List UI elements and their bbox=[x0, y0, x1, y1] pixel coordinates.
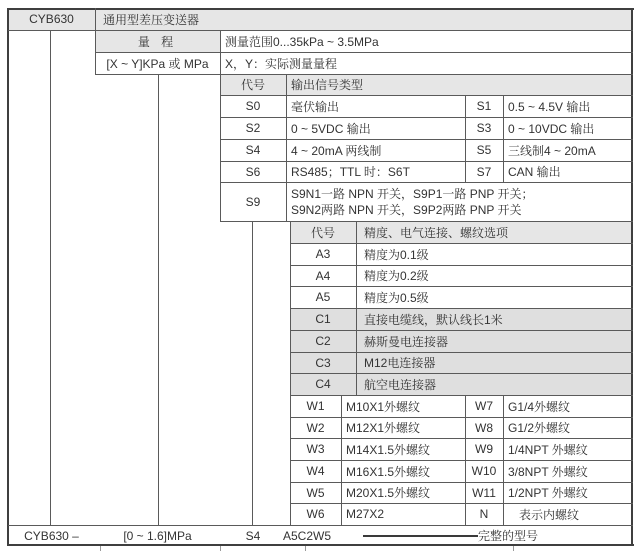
signal-desc2-cell: CAN 输出 bbox=[508, 165, 561, 179]
signal-code2-cell: S1 bbox=[476, 99, 492, 113]
example-range: [0 ~ 1.6]MPa bbox=[123, 528, 192, 543]
cutoff-tick bbox=[100, 546, 101, 551]
thread-code2-cell: N bbox=[479, 507, 489, 521]
option-desc-cell: 航空电连接器 bbox=[364, 377, 437, 392]
cutoff-tick bbox=[305, 546, 306, 551]
signal-code-cell: S0 bbox=[245, 99, 261, 113]
example-connector-line bbox=[363, 535, 478, 537]
thread-code-cell: W2 bbox=[306, 420, 325, 435]
thread-desc2-cell: 表示内螺纹 bbox=[519, 507, 580, 522]
range-label-cell: 量 程 bbox=[137, 34, 178, 49]
thread-code2-cell: W9 bbox=[475, 442, 493, 456]
thread-desc-cell: M20X1.5外螺纹 bbox=[346, 486, 431, 500]
example-options: A5C2W5 bbox=[282, 528, 332, 543]
thread-desc-cell: M12X1外螺纹 bbox=[346, 421, 421, 435]
model-code-cell: CYB630 bbox=[29, 12, 74, 26]
thread-code2-cell: W10 bbox=[471, 464, 497, 478]
thread-code2-cell: W11 bbox=[472, 485, 496, 500]
thread-desc-cell: M14X1.5外螺纹 bbox=[346, 442, 431, 457]
thread-desc2-cell: 1/4NPT 外螺纹 bbox=[508, 442, 588, 457]
s9-desc-line2: S9N2两路 NPN 开关，S9P2两路 PNP 开关 bbox=[291, 202, 522, 217]
signal-desc-cell: 0 ~ 5VDC 输出 bbox=[291, 121, 371, 136]
cutoff-tick bbox=[220, 546, 221, 551]
example-model: CYB630 – bbox=[24, 528, 79, 543]
signal-header-code-cell: 代号 bbox=[240, 78, 265, 92]
option-code-cell: A4 bbox=[315, 268, 331, 283]
option-desc-cell: 精度为0.5级 bbox=[364, 290, 429, 305]
option-code-cell: A5 bbox=[315, 290, 331, 304]
range-format-cell: [X ~ Y]KPa 或 MPa bbox=[106, 56, 209, 71]
thread-code-cell: W5 bbox=[306, 485, 325, 500]
example-label: 完整的型号 bbox=[478, 529, 539, 543]
option-desc-cell: M12电连接器 bbox=[364, 356, 436, 370]
signal-code-cell: S2 bbox=[245, 121, 261, 135]
thread-code-cell: W6 bbox=[306, 507, 325, 521]
range-desc-cell: 测量范围0...35kPa ~ 3.5MPa bbox=[225, 34, 379, 49]
thread-desc-cell: M10X1外螺纹 bbox=[346, 399, 421, 414]
cutoff-tick bbox=[513, 546, 514, 551]
example-signal: S4 bbox=[245, 528, 261, 543]
signal-desc2-cell: 0.5 ~ 4.5V 输出 bbox=[508, 99, 591, 114]
s9-desc-line1: S9N1一路 NPN 开关，S9P1一路 PNP 开关； bbox=[291, 186, 534, 201]
table-border-left bbox=[7, 8, 9, 546]
thread-desc2-cell: 3/8NPT 外螺纹 bbox=[508, 464, 588, 479]
option-header-code-cell: 代号 bbox=[310, 225, 335, 240]
signal-code-cell: S6 bbox=[245, 164, 261, 179]
signal-desc2-cell: 0 ~ 10VDC 输出 bbox=[508, 121, 595, 136]
s9-desc-cell bbox=[286, 182, 633, 221]
option-code-cell: A3 bbox=[315, 247, 331, 261]
option-desc-cell: 赫斯曼电连接器 bbox=[364, 334, 449, 349]
option-header-desc-cell: 精度、电气连接、螺纹选项 bbox=[364, 225, 509, 240]
thread-desc-cell: M16X1.5外螺纹 bbox=[346, 464, 431, 479]
signal-code2-cell: S7 bbox=[476, 164, 492, 179]
thread-code2-cell: W8 bbox=[475, 420, 493, 435]
product-name-cell: 通用型差压变送器 bbox=[103, 12, 200, 27]
option-desc-cell: 精度为0.1级 bbox=[364, 247, 429, 262]
option-code-cell: C2 bbox=[315, 334, 331, 348]
signal-desc-cell: RS485；TTL 时：S6T bbox=[291, 165, 410, 179]
thread-desc2-cell: G1/2外螺纹 bbox=[508, 421, 571, 435]
thread-code-cell: W3 bbox=[306, 442, 325, 456]
thread-code-cell: W1 bbox=[306, 399, 325, 413]
option-desc-cell: 精度为0.2级 bbox=[364, 269, 429, 283]
thread-desc-cell: M27X2 bbox=[346, 507, 385, 521]
option-desc-cell: 直接电缆线，默认线长1米 bbox=[364, 312, 503, 327]
thread-desc2-cell: G1/4外螺纹 bbox=[508, 399, 571, 414]
thread-desc2-cell: 1/2NPT 外螺纹 bbox=[508, 486, 588, 500]
signal-code2-cell: S5 bbox=[476, 143, 492, 157]
thread-code-cell: W4 bbox=[306, 464, 325, 478]
range-drop-connector-line bbox=[158, 74, 159, 525]
option-code-cell: C1 bbox=[315, 312, 331, 326]
range-format-desc-cell: X，Y：实际测量量程 bbox=[225, 56, 338, 71]
thread-code2-cell: W7 bbox=[475, 399, 493, 413]
signal-header-desc-cell: 输出信号类型 bbox=[291, 78, 364, 92]
signal-desc2-cell: 三线制4 ~ 20mA bbox=[508, 143, 596, 158]
signal-desc-cell: 4 ~ 20mA 两线制 bbox=[291, 143, 382, 158]
signal-desc-cell: 毫伏输出 bbox=[291, 99, 340, 114]
model-drop-connector-line bbox=[50, 30, 51, 525]
signal-code-cell: S4 bbox=[245, 143, 261, 157]
s9-code-cell: S9 bbox=[245, 194, 261, 209]
option-code-cell: C3 bbox=[315, 355, 331, 370]
signal-code2-cell: S3 bbox=[476, 121, 492, 135]
option-code-cell: C4 bbox=[315, 377, 331, 391]
signal-drop-connector-line bbox=[252, 221, 253, 525]
